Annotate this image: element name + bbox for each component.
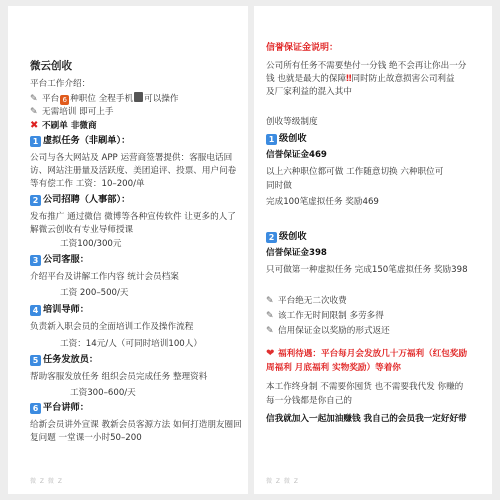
watermark: 微 Z 微 Z [30, 477, 63, 485]
level-1-body-line: 以上六种职位都可做 工作随意切换 六种职位可 [266, 167, 444, 177]
level-1-reward: 完成100笔虚拟任务 奖励469 [266, 197, 379, 207]
lifetime-body-line: 本工作终身制 不需要你囤货 也不需要我代发 你赚的 [266, 382, 464, 392]
number-badge-icon: 1 [266, 134, 277, 145]
deposit-body-line: 及厂家利益的混入其中 [266, 87, 352, 97]
intro-point-3: ✖ 不刷单 非微商 [30, 120, 97, 131]
bullet-no-time-limit: ✎ 该工作无时间限制 多劳多得 [266, 311, 384, 321]
pencil-icon: ✎ [266, 296, 274, 306]
number-badge-icon: 2 [30, 195, 41, 206]
section-1-body-line: 访、网站注册量及活跃度、美团追评、投票、用户问卷 [30, 166, 237, 176]
section-6-body-line: 复问题 一堂课一小时50–200 [30, 433, 142, 443]
level-2-heading: 2 级创收 [266, 231, 488, 243]
section-3-heading: 3 公司客服： [30, 254, 244, 266]
watermark: 微 Z 微 Z [266, 477, 299, 485]
pencil-icon: ✎ [30, 94, 38, 104]
bullet-no-second-fee: ✎ 平台绝无二次收费 [266, 296, 347, 306]
section-5-pay: 工资300–600/天 [70, 388, 136, 398]
section-5-body: 帮助客服发放任务 组织会员完成任务 整理资料 [30, 372, 208, 382]
level-2-deposit: 信誉保证金398 [266, 248, 327, 258]
level-1-deposit: 信誉保证金469 [266, 150, 327, 160]
number-badge-icon: 2 [266, 232, 277, 243]
phone-icon [134, 92, 143, 102]
level-system-title: 创收等级制度 [266, 117, 318, 127]
section-3-pay: 工资 200–500/天 [60, 288, 129, 298]
double-exclamation-icon: ‼ [346, 74, 352, 84]
number-badge-icon: 4 [30, 305, 41, 316]
pencil-icon: ✎ [266, 311, 274, 321]
section-3-body: 介绍平台及讲解工作内容 统计会员档案 [30, 272, 179, 282]
number-badge-icon: 6 [30, 403, 41, 414]
level-1-body-line: 同时做 [266, 181, 292, 191]
section-1-body-line: 等有偿工作 工资：10–200/单 [30, 179, 145, 189]
section-2-pay: 工资100/300元 [60, 239, 122, 249]
section-1-body-line: 公司与各大网站及 APP 运营商签署提供：客服电话回 [30, 153, 233, 163]
welfare-line: 周福利 月底福利 实物奖励）等着你 [266, 363, 401, 373]
section-1-heading: 1 虚拟任务（非刷单）： [30, 135, 244, 147]
number-badge-icon: 5 [30, 355, 41, 366]
welfare-line: ❤ 福利待遇：平台每月会发放几十万福利（红包奖励 [266, 348, 468, 359]
intro-point-1: ✎ 平台 6 种职位 全程手机 可以操作 [30, 94, 179, 104]
section-4-pay: 工资：14元/人（可同时培训100人） [60, 339, 202, 349]
level-1-heading: 1 级创收 [266, 133, 488, 145]
section-6-heading: 6 平台讲师： [30, 402, 244, 414]
section-2-body-line: 发布推广 通过微信 微博等各种宣传软件 让更多的人了 [30, 212, 236, 222]
deposit-body-line: 公司所有任务不需要垫付一分钱 绝不会再让你出一分 [266, 61, 467, 71]
left-title: 微云创收 [30, 60, 72, 72]
level-2-body: 只可做第一种虚拟任务 完成150笔虚拟任务 奖励398 [266, 265, 468, 275]
bullet-deposit-returned: ✎ 信用保证金以奖励的形式返还 [266, 326, 390, 336]
pencil-icon: ✎ [266, 326, 274, 336]
left-card [8, 6, 248, 494]
section-2-body-line: 解微云创收有专业导师授课 [30, 225, 134, 235]
intro-label: 平台工作介绍： [30, 79, 91, 89]
number-badge-icon: 3 [30, 255, 41, 266]
section-6-body-line: 给新会员讲外宣课 教新会员客源方法 如何打造朋友圈回 [30, 420, 242, 430]
section-4-body: 负责新入职会员的全面培训工作及操作流程 [30, 322, 194, 332]
intro-point-2: ✎ 无需培训 即可上手 [30, 107, 114, 117]
six-badge-icon: 6 [60, 95, 69, 105]
pencil-icon: ✎ [30, 107, 38, 117]
closing-line: 信我就加入一起加油赚钱 我自己的会员我一定好好带 [266, 414, 467, 424]
deposit-heading: 信誉保证金说明： [266, 43, 339, 53]
section-5-heading: 5 任务发放员： [30, 354, 244, 366]
deposit-body-line: 钱 也就是最大的保障‼同时防止故意损害公司利益 [266, 74, 455, 84]
cross-icon: ✖ [30, 120, 39, 131]
lifetime-body-line: 每一分钱都是你自己的 [266, 396, 352, 406]
number-badge-icon: 1 [30, 136, 41, 147]
heart-icon: ❤ [266, 348, 275, 359]
right-card [254, 6, 492, 494]
section-2-heading: 2 公司招聘（人事部）： [30, 194, 244, 206]
section-4-heading: 4 培训导师： [30, 304, 244, 316]
